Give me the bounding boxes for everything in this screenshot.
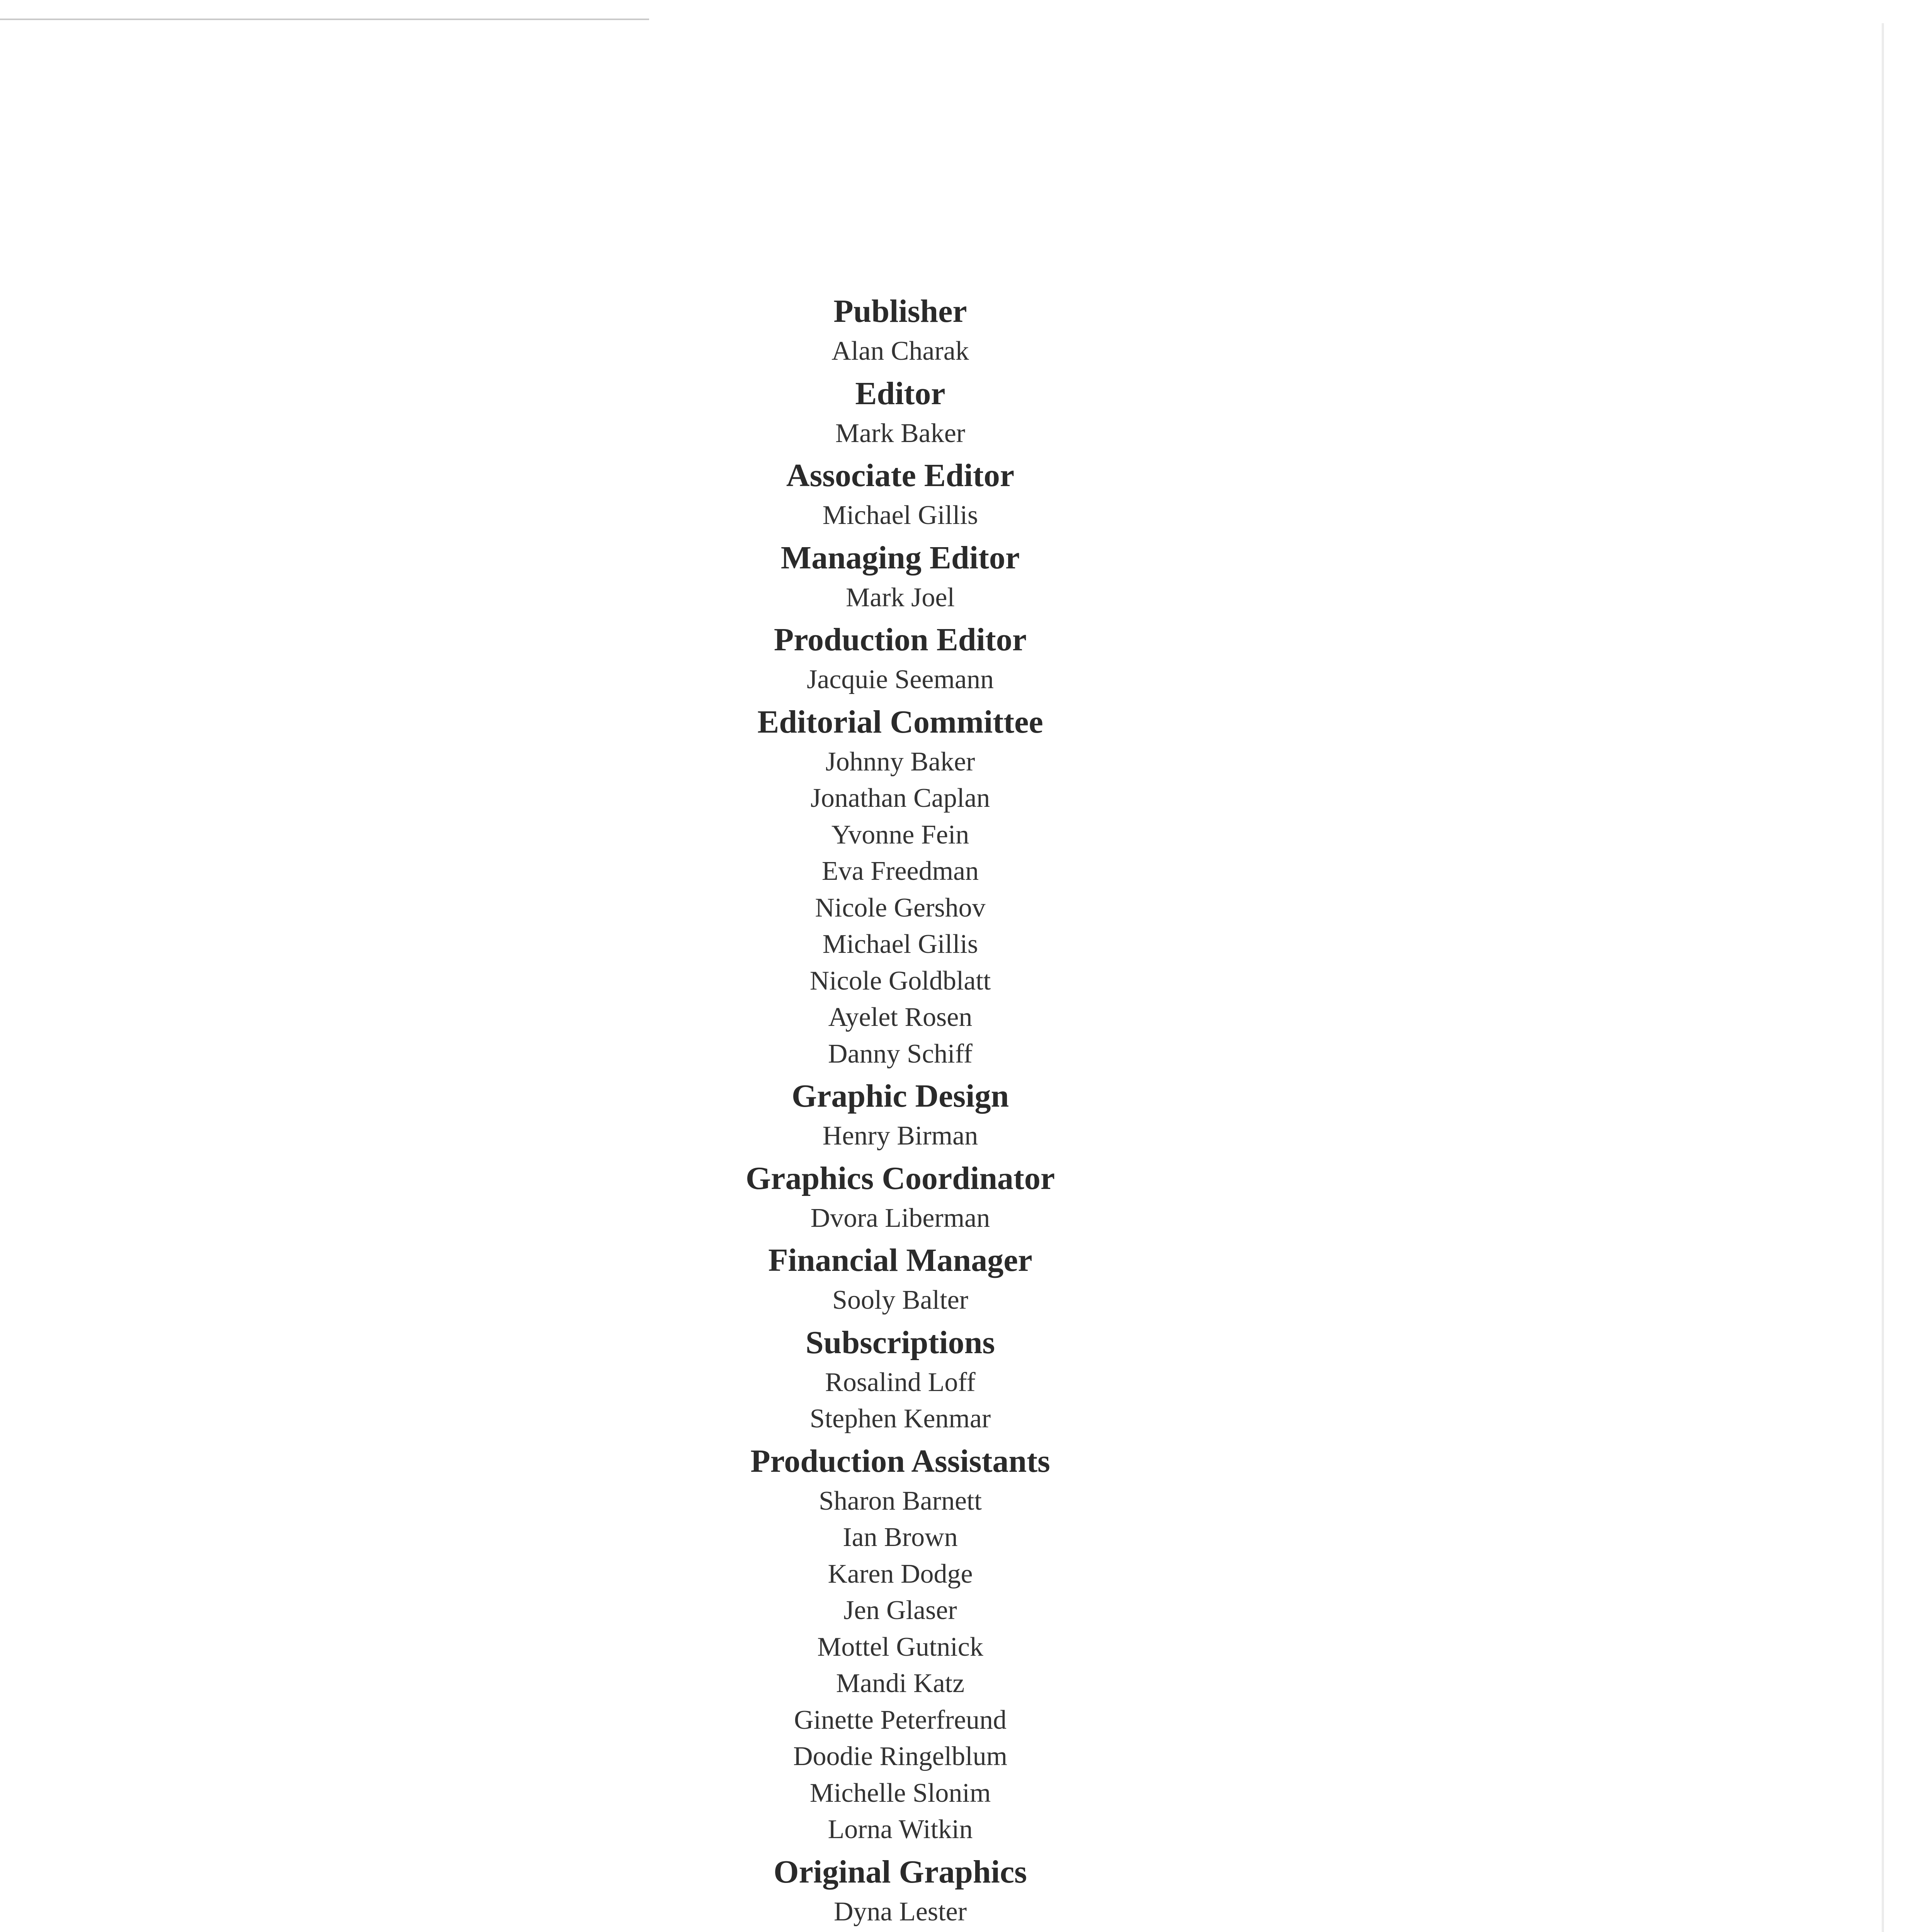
role-title: Production Assistants — [750, 1443, 1050, 1479]
person-name: Eva Freedman — [821, 856, 979, 886]
masthead-role — [599, 372, 1202, 452]
masthead-role — [599, 536, 1202, 616]
person-name: Ayelet Rosen — [828, 1002, 973, 1032]
role-title: Original Graphics — [774, 1854, 1027, 1890]
top-rule — [0, 19, 649, 20]
person-name: Sharon Barnett — [819, 1486, 982, 1516]
role-title: Editor — [855, 375, 945, 412]
person-name: Ian Brown — [843, 1522, 958, 1552]
person-name: Danny Schiff — [828, 1039, 973, 1069]
masthead-role — [599, 618, 1202, 698]
person-name: Yvonne Fein — [831, 820, 969, 850]
person-name: Doodie Ringelblum — [793, 1742, 1008, 1771]
page-edge — [1882, 23, 1884, 1932]
role-title: Editorial Committee — [757, 704, 1043, 740]
role-title: Managing Editor — [780, 539, 1020, 576]
person-name: Mark Baker — [835, 418, 966, 448]
person-name: Dyna Lester — [833, 1896, 967, 1927]
person-name: Mottel Gutnick — [817, 1632, 983, 1662]
person-name: Lorna Witkin — [828, 1815, 973, 1844]
role-title: Graphic Design — [791, 1078, 1009, 1114]
role-title: Financial Manager — [768, 1242, 1032, 1278]
masthead-role — [599, 1075, 1202, 1155]
person-name: Nicole Gershov — [815, 893, 986, 923]
role-title: Associate Editor — [786, 457, 1015, 493]
person-name: Karen Dodge — [828, 1559, 973, 1589]
masthead-role — [599, 1440, 1202, 1848]
masthead-role — [599, 1157, 1202, 1237]
masthead-role — [599, 701, 1202, 1073]
person-name: Henry Birman — [822, 1121, 978, 1151]
person-name: Dvora Liberman — [810, 1203, 990, 1233]
person-name: Mandi Katz — [836, 1668, 965, 1698]
masthead-role — [599, 454, 1202, 534]
person-name: Rosalind Loff — [825, 1367, 976, 1397]
person-name: Michelle Slonim — [809, 1778, 991, 1808]
role-title: Production Editor — [774, 622, 1027, 658]
masthead — [599, 290, 1202, 1932]
masthead-role — [599, 290, 1202, 370]
role-title: Publisher — [833, 293, 967, 329]
role-title: Subscriptions — [805, 1324, 995, 1361]
person-name: Ginette Peterfreund — [794, 1705, 1007, 1735]
person-name: Jonathan Caplan — [810, 783, 990, 813]
person-name: Sooly Balter — [832, 1285, 968, 1315]
person-name: Jacquie Seemann — [807, 665, 994, 694]
person-name: Johnny Baker — [825, 747, 975, 777]
masthead-role — [599, 1850, 1202, 1930]
person-name: Michael Gillis — [822, 500, 978, 530]
role-title: Graphics Coordinator — [745, 1160, 1055, 1196]
masthead-role — [599, 1321, 1202, 1437]
person-name: Stephen Kenmar — [809, 1404, 991, 1434]
person-name: Mark Joel — [846, 582, 955, 612]
masthead-role — [599, 1239, 1202, 1319]
person-name: Michael Gillis — [822, 929, 978, 959]
person-name: Jen Glaser — [843, 1595, 957, 1625]
person-name: Nicole Goldblatt — [809, 966, 991, 996]
person-name: Alan Charak — [831, 336, 969, 366]
